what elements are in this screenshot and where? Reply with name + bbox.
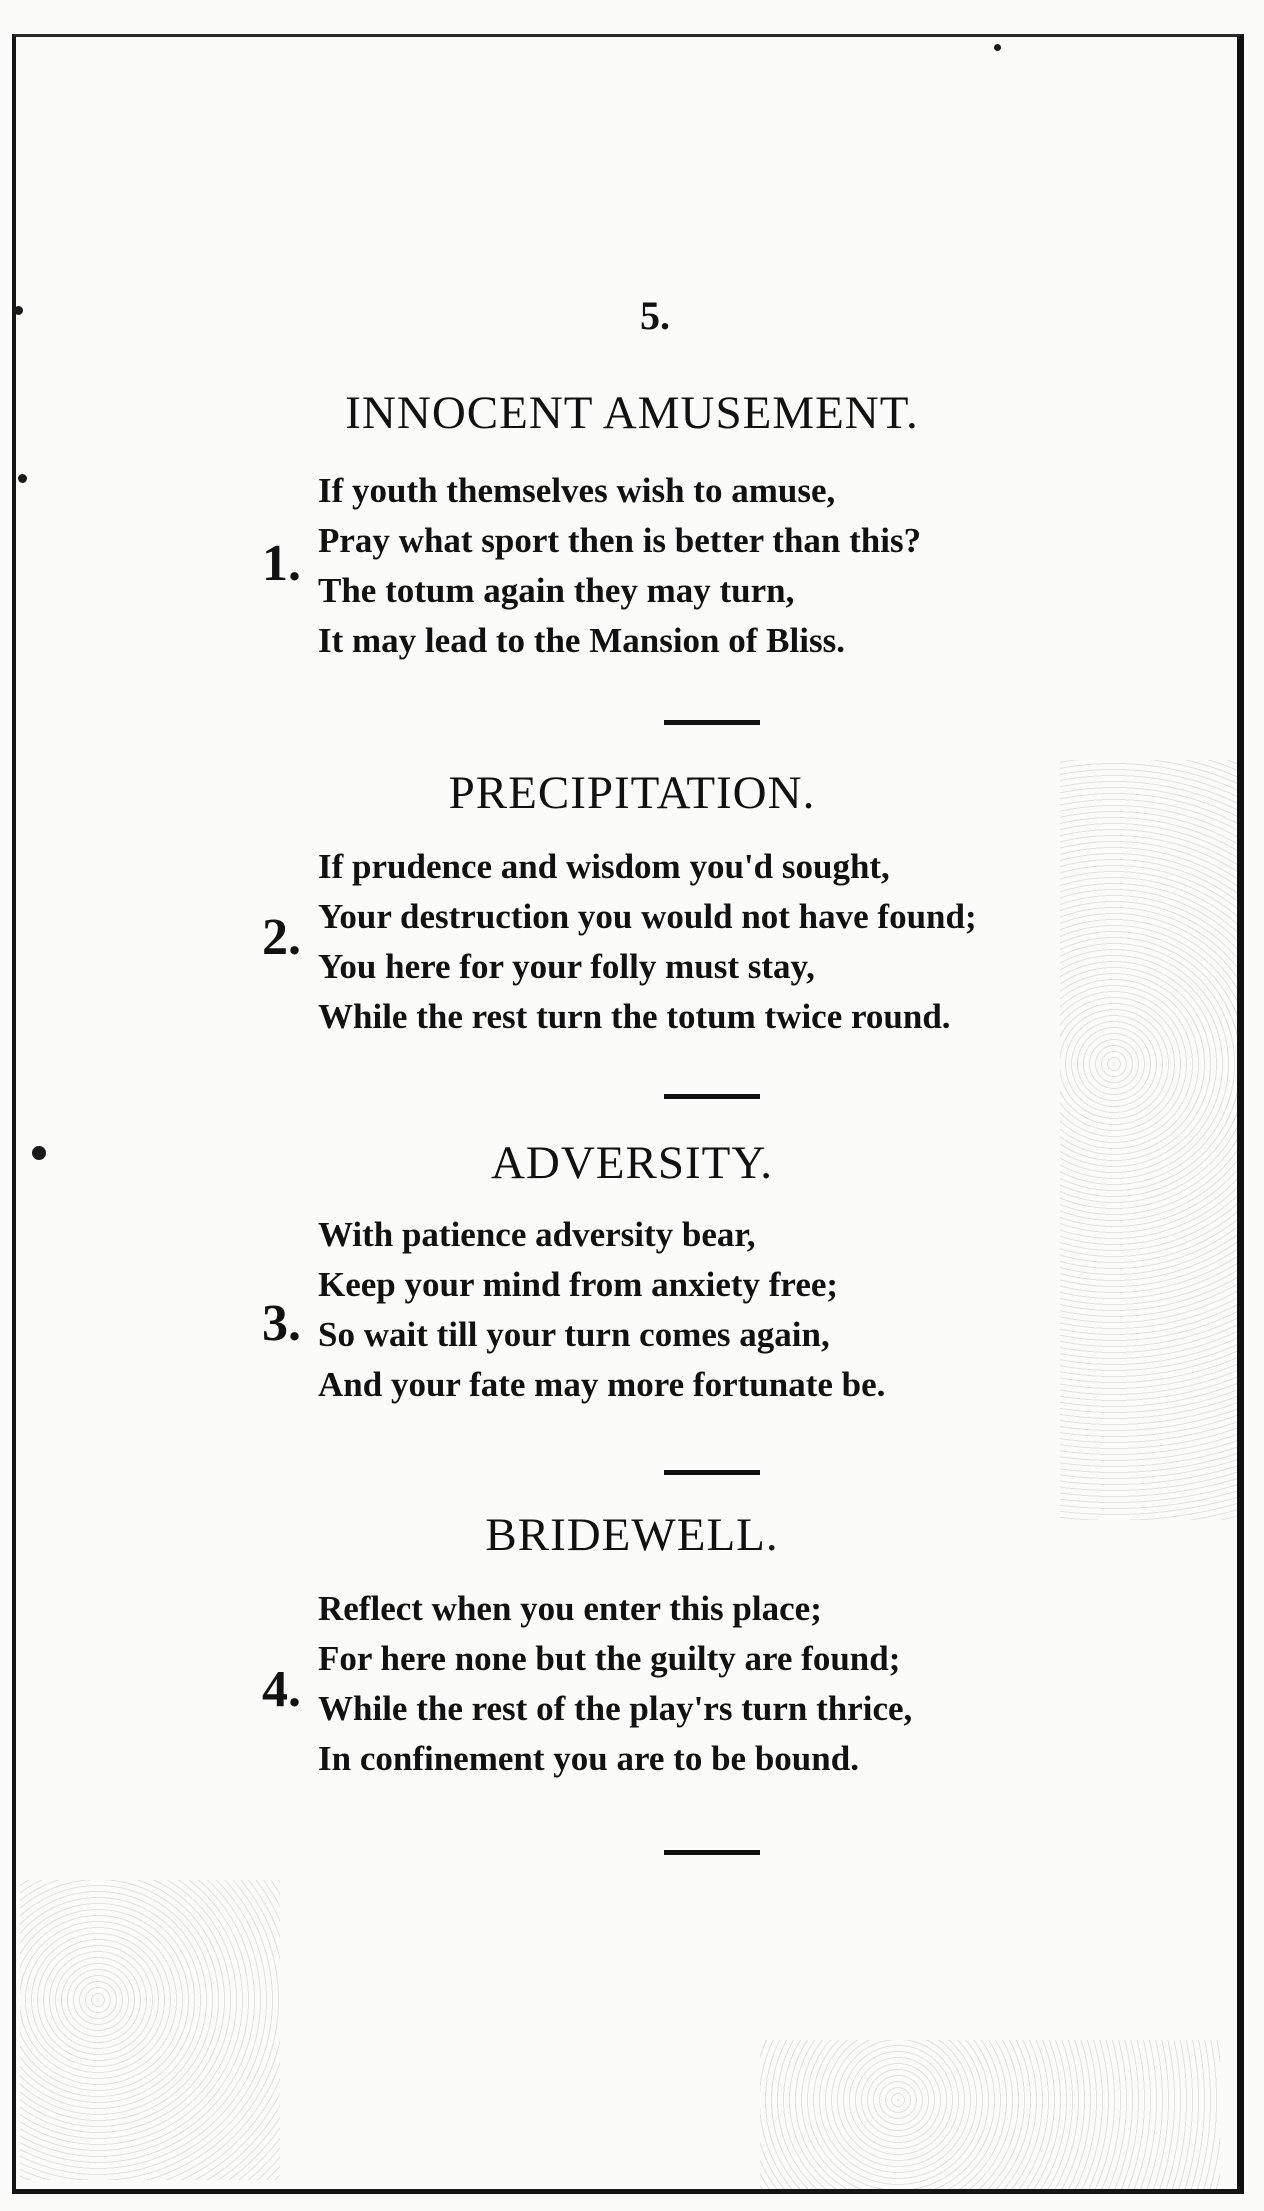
verse-line: Keep your mind from anxiety free; bbox=[318, 1265, 839, 1304]
section-title-precipitation: PRECIPITATION. bbox=[448, 767, 816, 819]
section-number: 1. bbox=[262, 535, 301, 592]
ink-speck bbox=[18, 474, 27, 483]
verse-line: In confinement you are to be bound. bbox=[318, 1739, 859, 1778]
verse-line: With patience adversity bear, bbox=[318, 1215, 756, 1254]
page-number: 5. bbox=[640, 293, 670, 338]
verse-line: It may lead to the Mansion of Bliss. bbox=[318, 621, 845, 660]
verse-line: While the rest of the play'rs turn thrice, bbox=[318, 1689, 913, 1728]
verse-line: The totum again they may turn, bbox=[318, 571, 795, 610]
section-title-adversity: ADVERSITY. bbox=[490, 1137, 774, 1189]
verse-line: You here for your folly must stay, bbox=[318, 947, 815, 986]
section-divider bbox=[664, 1094, 760, 1099]
section-divider bbox=[664, 1470, 760, 1475]
section-number: 2. bbox=[262, 909, 301, 966]
verse-line: Your destruction you would not have found; bbox=[318, 897, 977, 936]
verse-line: For here none but the guilty are found; bbox=[318, 1639, 901, 1678]
section-divider bbox=[664, 720, 760, 725]
section-number: 4. bbox=[262, 1661, 301, 1718]
section-title-innocent-amusement: INNOCENT AMUSEMENT. bbox=[345, 387, 919, 439]
verse-line: If prudence and wisdom you'd sought, bbox=[318, 847, 890, 886]
scan-noise-bottom-left bbox=[20, 1880, 280, 2180]
verse-line: And your fate may more fortunate be. bbox=[318, 1365, 886, 1404]
verse bbox=[318, 1210, 1198, 1410]
verse-line: Pray what sport then is better than this? bbox=[318, 521, 922, 560]
section-number: 3. bbox=[262, 1295, 301, 1352]
verse-line: So wait till your turn comes again, bbox=[318, 1315, 830, 1354]
ink-speck bbox=[994, 44, 1001, 51]
verse-line: While the rest turn the totum twice round. bbox=[318, 997, 951, 1036]
section-title-bridewell: BRIDEWELL. bbox=[485, 1509, 779, 1561]
scan-noise-bottom-right bbox=[760, 2040, 1220, 2190]
verse-line: Reflect when you enter this place; bbox=[318, 1589, 822, 1628]
ink-speck bbox=[14, 306, 23, 315]
verse bbox=[318, 842, 1198, 1042]
section-divider bbox=[664, 1850, 760, 1855]
verse-line: If youth themselves wish to amuse, bbox=[318, 471, 836, 510]
verse bbox=[318, 466, 1198, 666]
verse bbox=[318, 1584, 1198, 1784]
